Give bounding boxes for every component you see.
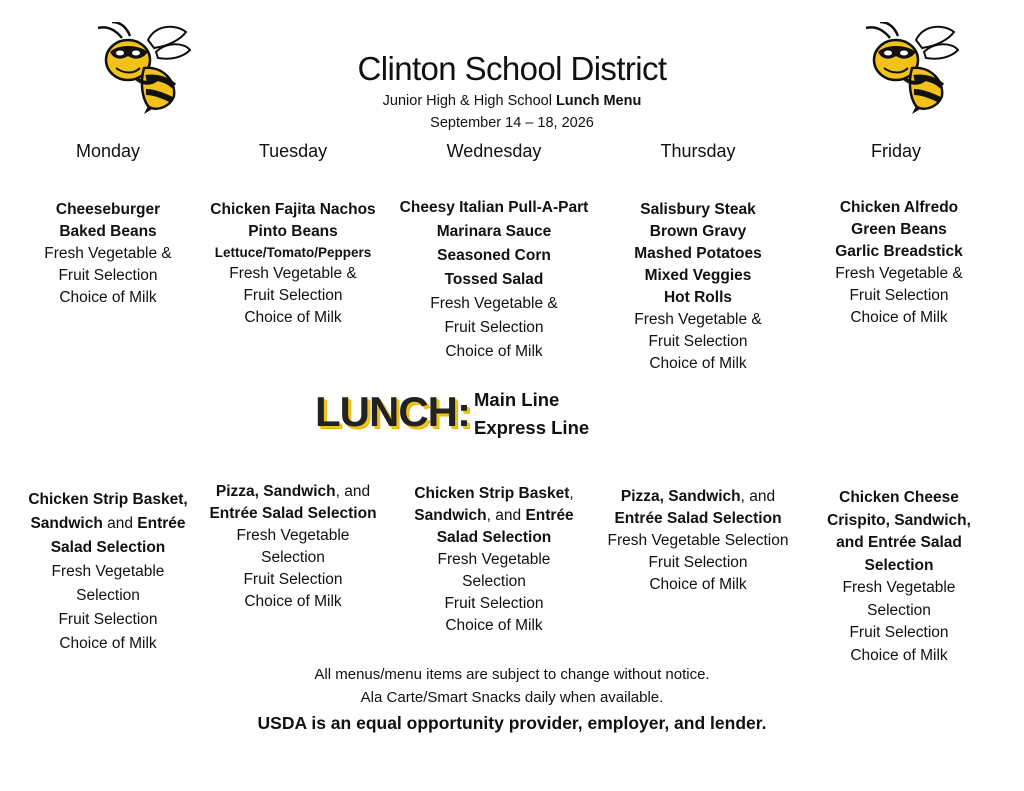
menu-item: Choice of Milk <box>59 635 157 652</box>
menu-item: Fresh Vegetable <box>236 527 350 544</box>
main-menu-thursday <box>596 199 800 375</box>
menu-item <box>392 505 596 527</box>
menu-item: Mashed Potatoes <box>634 245 762 262</box>
day-header-thursday: Thursday <box>660 141 736 161</box>
menu-item: Chicken Strip Basket, <box>28 491 188 508</box>
menu-item: Crispito, Sandwich, <box>827 511 971 529</box>
menu-item: Hot Rolls <box>663 289 733 306</box>
express-menu-wednesday <box>392 483 596 637</box>
menu-item: Choice of Milk <box>850 309 948 326</box>
menu-item-part: , <box>569 485 574 502</box>
main-line-label: Main Line <box>474 389 560 410</box>
main-menu-monday <box>6 199 210 309</box>
menu-item-part: , and <box>740 488 776 505</box>
page-title: Clinton School District <box>357 50 667 87</box>
menu-dates: September 14 – 18, 2026 <box>430 115 594 131</box>
express-menu-monday <box>6 488 210 656</box>
menu-item: Fruit Selection <box>243 287 343 304</box>
menu-item-part: Sandwich <box>414 507 487 524</box>
day-header-monday: Monday <box>75 141 141 161</box>
menu-item: Choice of Milk <box>649 355 747 372</box>
menu-item: Choice of Milk <box>445 343 543 360</box>
menu-item <box>6 512 210 536</box>
menu-item: Fruit Selection <box>444 319 544 336</box>
menu-item: Selection <box>867 601 931 619</box>
menu-item: Fresh Vegetable & <box>229 265 357 282</box>
menu-item: Fresh Vegetable & <box>634 311 762 328</box>
menu-item: and Entrée Salad <box>836 534 962 551</box>
menu-item: Choice of Milk <box>59 289 157 306</box>
menu-item: Chicken Cheese <box>839 489 959 506</box>
menu-item: Fresh Vegetable & <box>835 265 963 282</box>
menu-item: Lettuce/Tomato/Peppers <box>214 245 372 260</box>
menu-item: Chicken Fajita Nachos <box>210 201 376 218</box>
menu-item: Choice of Milk <box>850 646 948 664</box>
lunch-heading: LUNCH: <box>315 388 470 435</box>
menu-item: Chicken Alfredo <box>839 199 959 216</box>
menu-item: Fruit Selection <box>648 554 748 571</box>
menu-item-part: Pizza, Sandwich <box>215 483 336 500</box>
menu-item: Selection <box>261 549 325 566</box>
menu-item: Brown Gravy <box>649 223 747 240</box>
menu-item: Selection <box>462 573 526 590</box>
main-menu-tuesday <box>191 199 395 329</box>
menu-item: Fresh Vegetable <box>437 551 551 568</box>
day-header-friday: Friday <box>870 141 921 161</box>
subtitle-text: Junior High & High School <box>382 93 556 109</box>
menu-item-part: Entrée <box>525 507 574 524</box>
menu-item: Fresh Vegetable <box>842 579 956 596</box>
menu-item <box>191 481 395 503</box>
menu-item: Cheesy Italian Pull-A-Part <box>399 199 589 216</box>
menu-item-part: Entrée <box>137 515 186 532</box>
menu-item: Choice of Milk <box>445 617 543 634</box>
subtitle-bold: Lunch Menu <box>555 93 642 109</box>
day-header-wednesday: Wednesday <box>446 141 542 161</box>
menu-item: Entrée Salad Selection <box>614 510 782 527</box>
menu-item: Choice of Milk <box>244 309 342 326</box>
menu-item: Choice of Milk <box>649 576 747 593</box>
menu-item: Entrée Salad Selection <box>209 505 377 522</box>
menu-item: Fresh Vegetable <box>51 563 165 580</box>
menu-item: Selection <box>76 587 140 604</box>
footer-notice: All menus/menu items are subject to change without notice. <box>314 666 710 683</box>
menu-item-part: Pizza, Sandwich <box>620 488 741 505</box>
menu-item: Seasoned Corn <box>437 247 551 264</box>
menu-item: Fruit Selection <box>444 595 544 612</box>
menu-item <box>392 483 596 505</box>
menu-item: Fruit Selection <box>58 611 158 628</box>
menu-item: Choice of Milk <box>244 593 342 610</box>
menu-item: Selection <box>864 556 934 574</box>
menu-item-part: Sandwich <box>30 515 103 532</box>
menu-item: Fruit Selection <box>849 287 949 304</box>
menu-item: Fruit Selection <box>58 267 158 284</box>
menu-item: Salad Selection <box>50 539 166 556</box>
menu-item <box>592 486 804 508</box>
main-menu-wednesday <box>382 196 606 364</box>
express-line-label: Express Line <box>474 417 590 438</box>
menu-item-part: , and <box>486 507 526 524</box>
menu-item: Mixed Veggies <box>644 267 752 284</box>
menu-item-part: , and <box>335 483 371 500</box>
menu-item: Cheeseburger <box>55 201 161 218</box>
menu-item: Fresh Vegetable Selection <box>607 532 789 549</box>
express-menu-tuesday <box>191 481 395 613</box>
menu-item-part: Chicken Strip Basket <box>414 485 570 502</box>
menu-item: Fruit Selection <box>243 571 343 588</box>
express-menu-thursday <box>592 486 804 596</box>
menu-item: Fresh Vegetable & <box>44 245 172 262</box>
menu-item: Salisbury Steak <box>640 201 756 218</box>
menu-item: Fresh Vegetable & <box>430 295 558 312</box>
footer-snacks: Ala Carte/Smart Snacks daily when available. <box>360 689 664 706</box>
menu-item-part: and <box>102 515 138 532</box>
menu-item: Pinto Beans <box>248 223 338 240</box>
menu-item: Garlic Breadstick <box>835 243 963 260</box>
express-menu-friday <box>797 487 1001 667</box>
menu-item: Fruit Selection <box>849 624 949 641</box>
menu-item: Marinara Sauce <box>436 223 552 240</box>
lunch-line-labels <box>474 386 589 442</box>
footer-usda-statement: USDA is an equal opportunity provider, employer, and lender. <box>257 713 767 733</box>
menu-item: Baked Beans <box>59 223 157 240</box>
menu-item: Fruit Selection <box>648 333 748 350</box>
day-header-tuesday: Tuesday <box>258 141 328 161</box>
menu-subtitle <box>0 93 1024 109</box>
menu-item: Green Beans <box>851 221 947 238</box>
menu-item: Salad Selection <box>436 529 552 546</box>
menu-item: Tossed Salad <box>444 271 544 288</box>
main-menu-friday <box>797 197 1001 329</box>
